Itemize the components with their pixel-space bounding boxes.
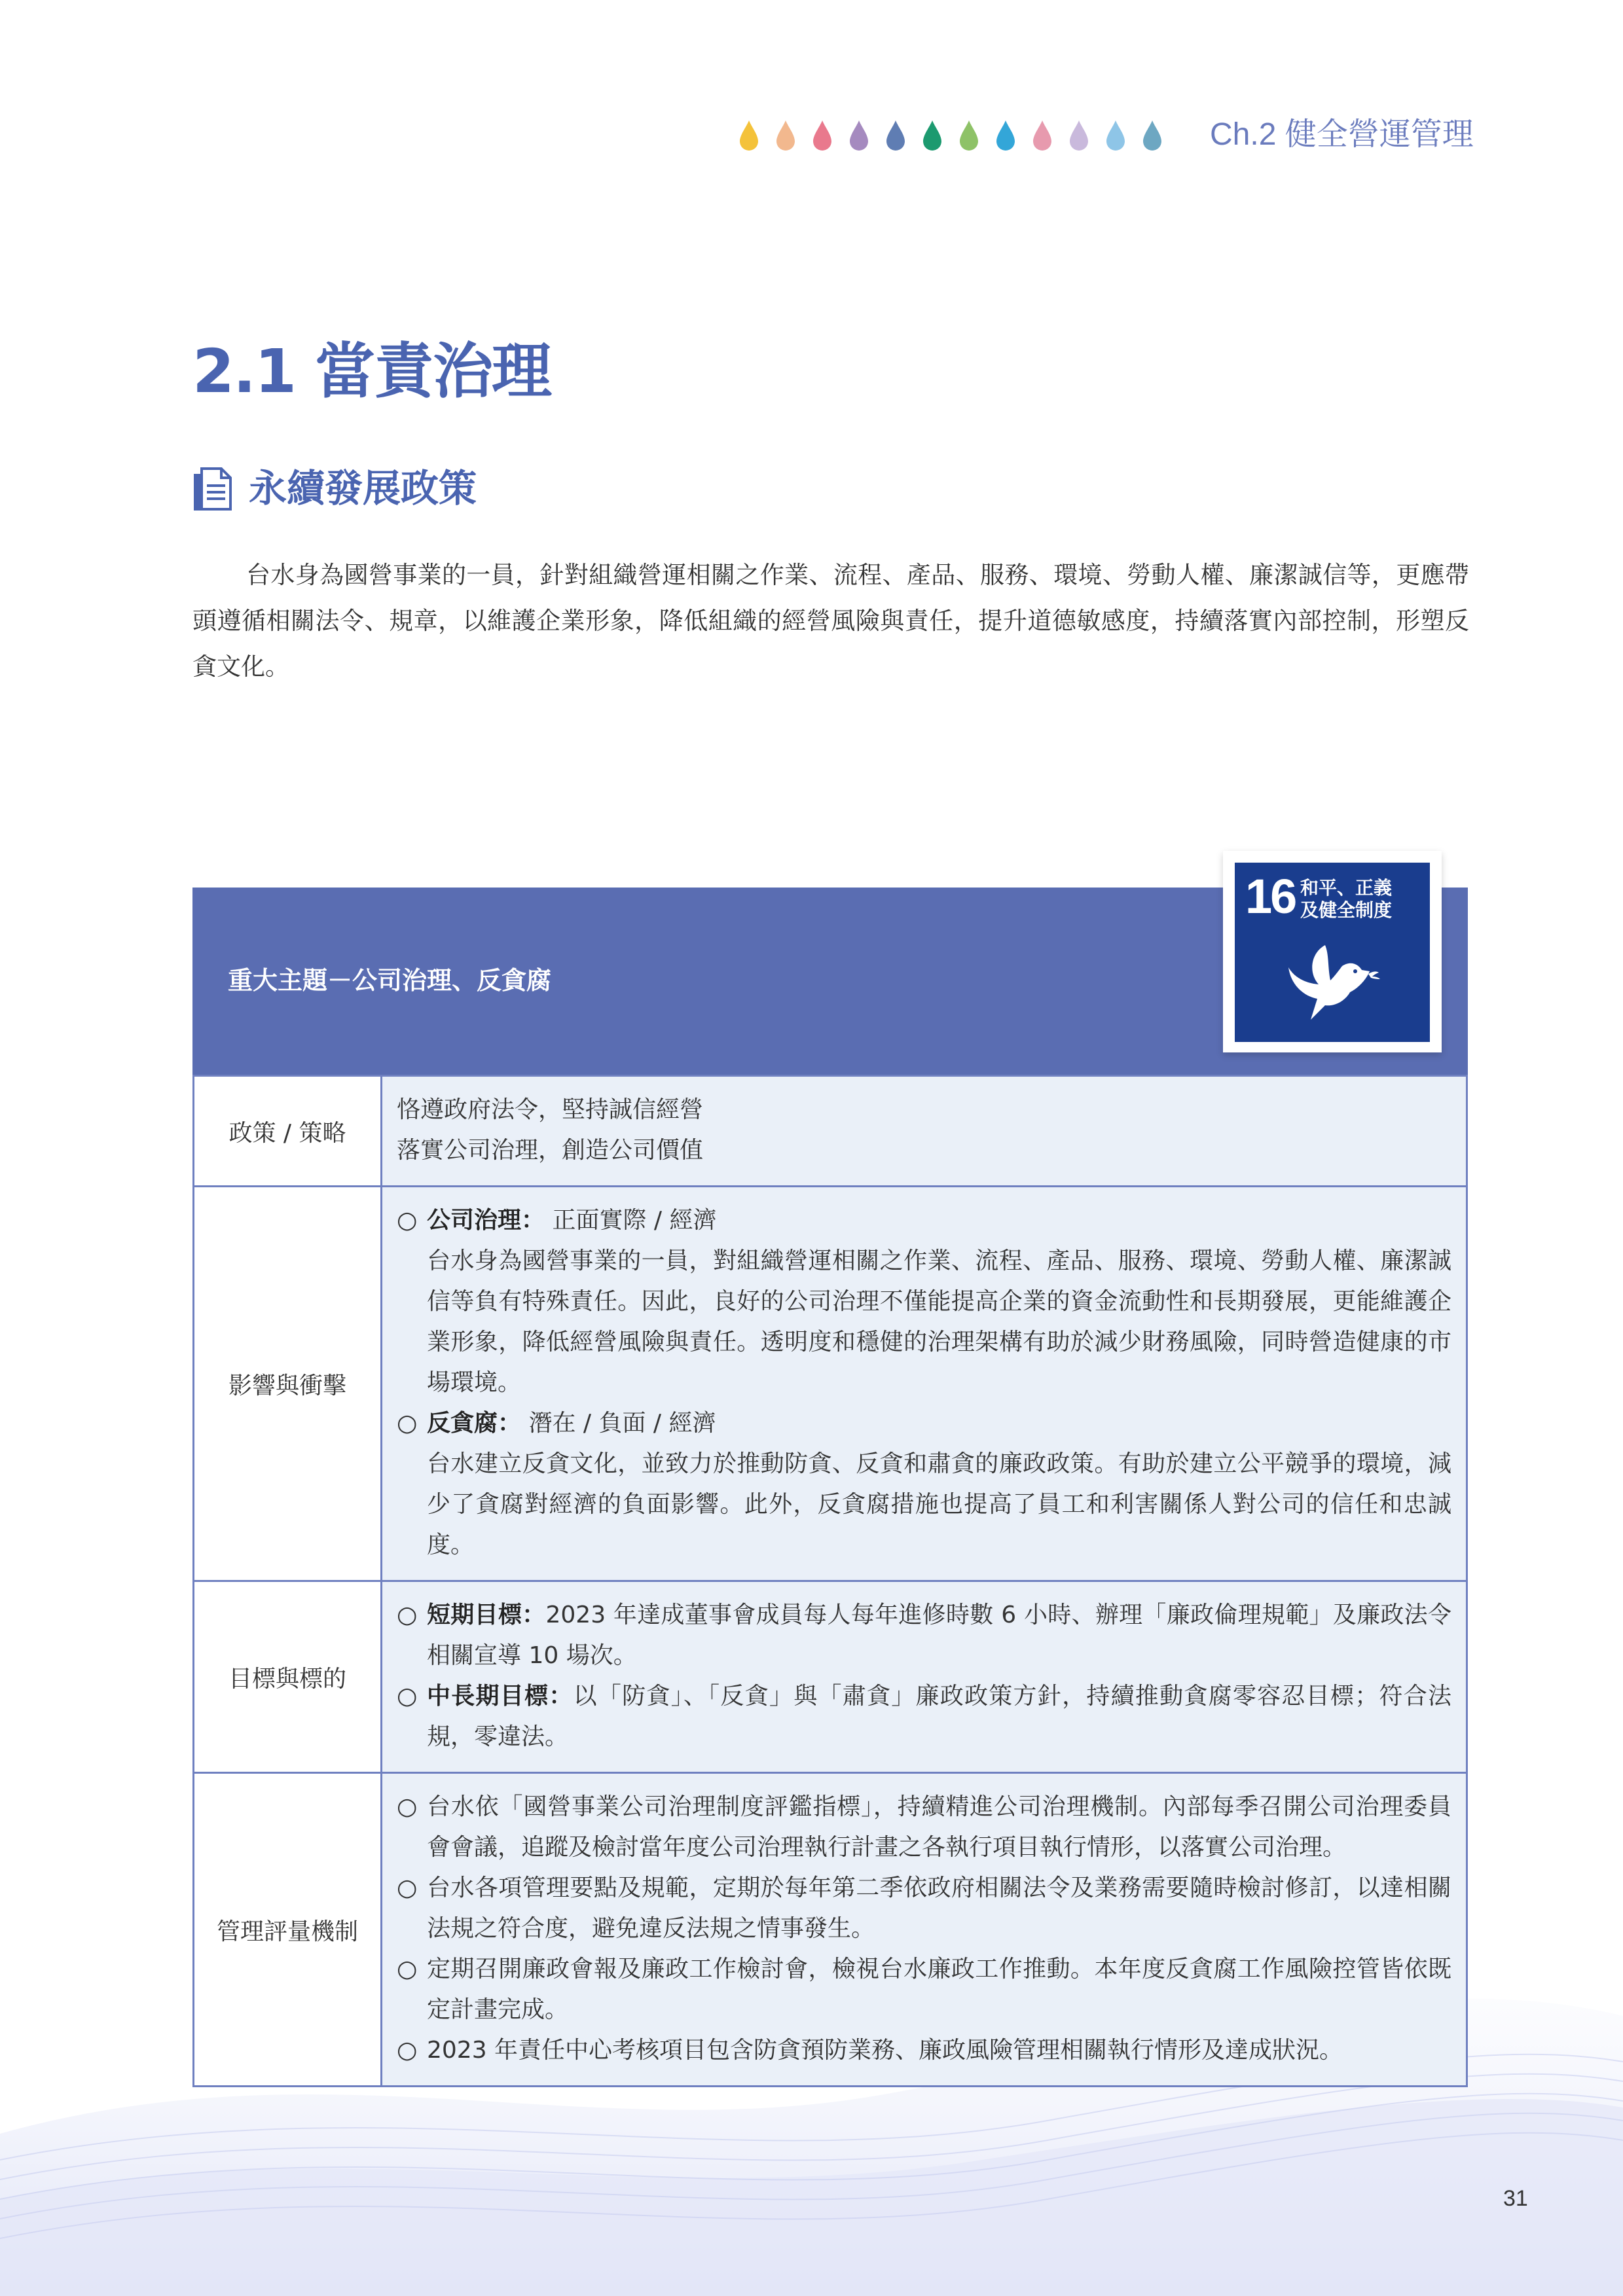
list-item xyxy=(397,1676,1451,1757)
water-drop-icon xyxy=(1070,120,1088,151)
sdg16-badge xyxy=(1235,863,1430,1042)
circle-bullet-icon: ○ xyxy=(397,1793,418,1820)
table-banner xyxy=(192,869,1468,1075)
table-row xyxy=(194,1187,1467,1581)
water-drop-icon xyxy=(960,120,978,151)
sdg-badge-frame xyxy=(1223,851,1442,1052)
item-text: 台水依「國營事業公司治理制度評鑑指標」，持續精進公司治理機制。內部每季召開公司治理委員會會議，追蹤及檢討當年度公司治理執行計畫之各執行項目執行情形，以落實公司治理。 xyxy=(427,1793,1451,1861)
item-label: 公司治理： xyxy=(427,1207,545,1234)
sdg-number: 16 xyxy=(1245,869,1296,924)
circle-bullet-icon: ○ xyxy=(397,1874,418,1901)
policy-line: 落實公司治理，創造公司價值 xyxy=(397,1137,704,1164)
circle-bullet-icon: ○ xyxy=(397,1602,418,1628)
water-drop-icon xyxy=(886,120,905,151)
row-header: 影響與衝擊 xyxy=(194,1187,382,1581)
water-drop-icon xyxy=(776,120,795,151)
row-header: 管理評量機制 xyxy=(194,1773,382,2087)
list-item xyxy=(397,2030,1451,2071)
item-text: 2023 年達成董事會成員每人每年進修時數 6 小時、辦理「廉政倫理規範」及廉政法令相關宣導 10 場次。 xyxy=(427,1602,1451,1669)
item-text: 台水身為國營事業的一員，對組織營運相關之作業、流程、產品、服務、環境、勞動人權、廉潔誠信等負有特殊責任。因此，良好的公司治理不僅能提高企業的資金流動性和長期發展，更能維護企業形象，降低經營風險與責任。透明度和穩健的治理架構有助於減少財務風險，同時營造健康的市場環境。 xyxy=(427,1247,1451,1396)
material-topic-table xyxy=(192,869,1468,2087)
item-label: 短期目標： xyxy=(427,1602,546,1628)
item-tag: 正面實際 / 經濟 xyxy=(545,1207,717,1234)
circle-bullet-icon: ○ xyxy=(397,1956,418,1982)
water-drop-icon xyxy=(813,120,831,151)
circle-bullet-icon: ○ xyxy=(397,1410,418,1437)
item-text: 台水各項管理要點及規範，定期於每年第二季依政府相關法令及業務需要隨時檢討修訂，以達相關法規之符合度，避免違反法規之情事發生。 xyxy=(427,1874,1451,1942)
intro-text: 台水身為國營事業的一員，針對組織營運相關之作業、流程、產品、服務、環境、勞動人權、廉潔誠信等，更應帶頭遵循相關法令、規章，以維護企業形象，降低組織的經營風險與責任，提升道德敏感度，持續落實內部控制，形塑反貪文化。 xyxy=(192,561,1469,681)
sdg-goal-line1: 和平、正義 xyxy=(1300,877,1393,899)
document-icon xyxy=(192,466,233,512)
water-drop-icon xyxy=(996,120,1015,151)
row-body xyxy=(382,1773,1467,2087)
chapter-title: Ch.2 健全營運管理 xyxy=(1210,117,1474,152)
table-row xyxy=(194,1773,1467,2087)
subheading-label: 永續發展政策 xyxy=(249,466,477,511)
water-drop-icon xyxy=(923,120,941,151)
item-label: 反貪腐： xyxy=(427,1410,522,1437)
color-drops-decoration xyxy=(737,117,1169,153)
sdg-goal-line2: 及健全制度 xyxy=(1300,899,1393,921)
item-text: 2023 年責任中心考核項目包含防貪預防業務、廉政風險管理相關執行情形及達成狀況。 xyxy=(427,2037,1343,2064)
dove-icon xyxy=(1285,933,1383,1031)
item-text: 以「防貪」、「反貪」與「肅貪」廉政政策方針，持續推動貪腐零容忍目標；符合法規，零違法。 xyxy=(427,1683,1451,1750)
list-item xyxy=(397,1868,1451,1949)
water-drop-icon xyxy=(850,120,868,151)
subheading xyxy=(192,462,716,514)
row-header: 目標與標的 xyxy=(194,1581,382,1773)
row-body xyxy=(382,1076,1467,1187)
section-title: 2.1 當責治理 xyxy=(192,336,551,406)
item-label: 中長期目標： xyxy=(427,1683,574,1710)
circle-bullet-icon: ○ xyxy=(397,2037,418,2064)
item-text: 定期召開廉政會報及廉政工作檢討會，檢視台水廉政工作推動。本年度反貪腐工作風險控管皆依既定計畫完成。 xyxy=(427,1956,1451,2023)
sdg-goal xyxy=(1300,877,1392,922)
water-drop-icon xyxy=(1033,120,1051,151)
list-item xyxy=(397,1949,1451,2030)
page-number: 31 xyxy=(1503,2186,1528,2211)
item-tag: 潛在 / 負面 / 經濟 xyxy=(521,1410,716,1437)
water-drop-icon xyxy=(740,120,758,151)
policy-line: 恪遵政府法令，堅持誠信經營 xyxy=(397,1096,704,1123)
table-row xyxy=(194,1076,1467,1187)
water-drop-icon xyxy=(1143,120,1161,151)
list-item xyxy=(397,1403,1451,1566)
row-header: 政策 / 策略 xyxy=(194,1076,382,1187)
list-item xyxy=(397,1200,1451,1403)
water-drop-icon xyxy=(1106,120,1125,151)
policy-table xyxy=(192,1075,1468,2087)
table-row xyxy=(194,1581,1467,1773)
row-body xyxy=(382,1187,1467,1581)
circle-bullet-icon: ○ xyxy=(397,1683,418,1710)
row-body xyxy=(382,1581,1467,1773)
item-text: 台水建立反貪文化，並致力於推動防貪、反貪和肅貪的廉政政策。有助於建立公平競爭的環境，減少了貪腐對經濟的負面影響。此外，反貪腐措施也提高了員工和利害關係人對公司的信任和忠誠度。 xyxy=(427,1450,1451,1558)
banner-title: 重大主題－公司治理、反貪腐 xyxy=(228,966,552,995)
list-item xyxy=(397,1787,1451,1868)
circle-bullet-icon: ○ xyxy=(397,1207,418,1234)
list-item xyxy=(397,1595,1451,1676)
intro-paragraph xyxy=(192,552,1469,690)
